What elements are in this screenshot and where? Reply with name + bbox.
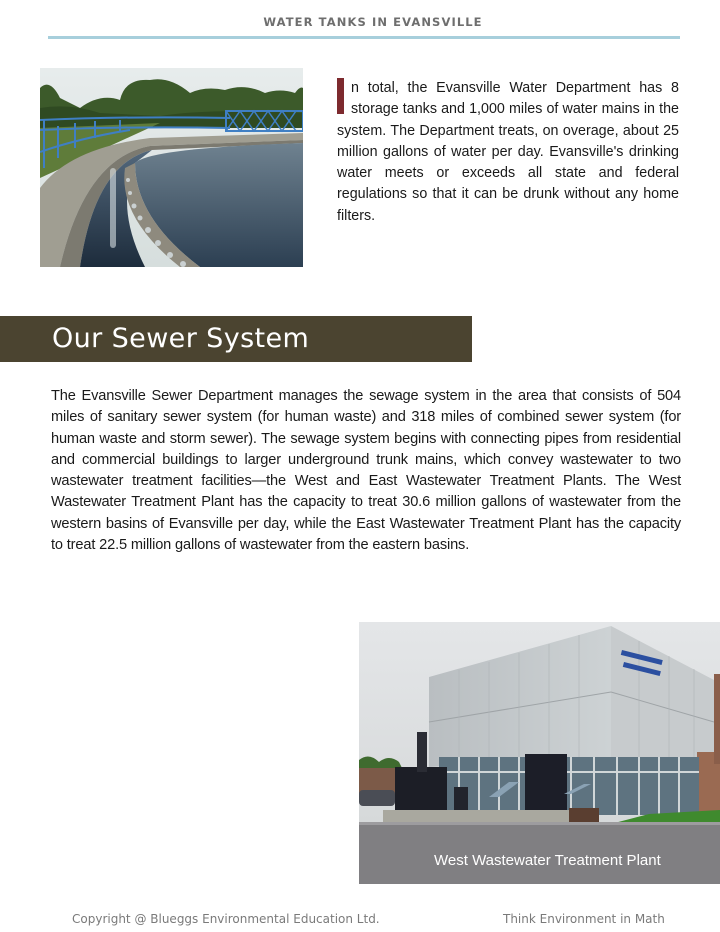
- treatment-plant-image: [359, 622, 720, 884]
- header-divider: [48, 36, 680, 39]
- treatment-plant-photo: [359, 622, 720, 884]
- footer-copyright: Copyright @ Blueggs Environmental Education Ltd.: [72, 912, 380, 926]
- section-header-bar: [0, 316, 472, 362]
- footer-tagline: Think Environment in Math: [503, 912, 665, 926]
- section-title: Our Sewer System: [52, 323, 310, 354]
- clarifier-tank-photo: [40, 68, 303, 267]
- sewer-system-paragraph: The Evansville Sewer Department manages the sewage system in the area that consists of 504 miles of sanitary sewer system (for human waste) and 318 miles of combined sewer system (for human waste and storm sewer). The sewage system begins with connecting pipes from residential and commercial buildings to larger underground trunk mains, which convey wastewater to two wastewater treatment facilities—the West and East Wastewater Treatment Plants. The West Wastewater Treatment Plant has the capacity to treat 30.6 million gallons of wastewater from the western basins of Evansville per day, while the East Wastewater Treatment Plant has the capacity to treat 22.5 million gallons of wastewater from the eastern basins.: [51, 388, 681, 554]
- header-title: WATER TANKS IN EVANSVILLE: [263, 15, 483, 29]
- clarifier-tank-image: [40, 68, 303, 267]
- intro-text: n total, the Evansville Water Department has 8 storage tanks and 1,000 miles of water mains in the system. The Department treats, on overage, about 25 million gallons of water per day. Evansville's drinking water meets or exceeds all state and federal regulations so that it can be drunk without any home filters.: [337, 80, 679, 224]
- intro-paragraph: [337, 78, 679, 227]
- photo-caption: West Wastewater Treatment Plant: [434, 852, 661, 869]
- drop-cap: [337, 78, 344, 114]
